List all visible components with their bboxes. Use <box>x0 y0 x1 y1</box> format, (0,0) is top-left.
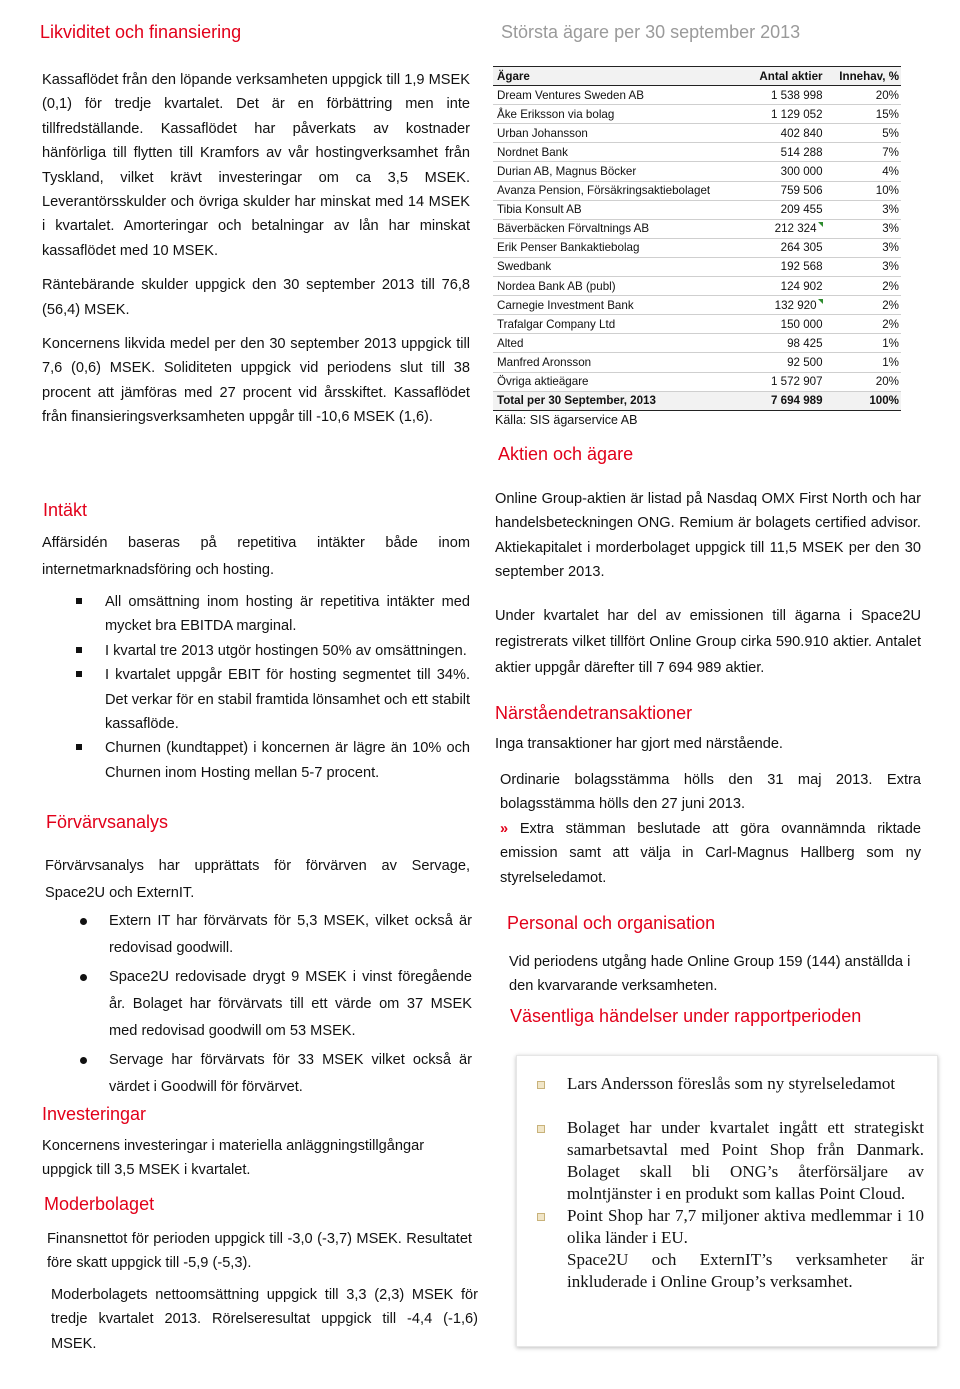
bullet-dot-icon <box>80 918 87 925</box>
table-row: Urban Johansson 402 840 5% <box>493 124 901 143</box>
aktien-paragraph-1: Online Group-aktien är listad på Nasdaq OMX First North och har handelsbeteckningen ONG. Remium är bolagets certified advisor. Aktiekapitalet i morderbolaget uppgick till 11,5 MSEK per den 30 september 2013. <box>495 491 921 581</box>
owners-table-wrapper <box>493 66 901 427</box>
table-row: Trafalgar Company Ltd 150 000 2% <box>493 315 901 334</box>
table-row: Tibia Konsult AB 209 455 3% <box>493 200 901 219</box>
aktien-heading: Aktien och ägare <box>498 444 634 464</box>
table-total-row: Total per 30 September, 2013 7 694 989 100% <box>493 391 901 410</box>
vasentliga-heading: Väsentliga händelser under rapportperioden <box>510 1006 862 1026</box>
table-row: Carnegie Investment Bank 132 920 2% <box>493 296 901 315</box>
bullet-square-icon <box>537 1081 545 1089</box>
bullet-dot-icon <box>80 974 87 981</box>
forvarv-section <box>45 853 470 907</box>
events-list-wrapper <box>516 1073 924 1293</box>
stamma-section <box>500 768 921 890</box>
narstaende-section <box>495 732 921 756</box>
intakt-intro: Affärsidén baseras på repetitiva intäkter både inom internetmarknadsföring och hosting. <box>42 535 470 578</box>
liquidity-paragraph-2: Räntebärande skulder uppgick den 30 september 2013 till 76,8 (56,4) MSEK. <box>42 277 470 318</box>
list-item: Extern IT har förvärvats för 5,3 MSEK, vilket också är redovisad goodwill. <box>45 908 472 962</box>
table-row: Nordea Bank AB (publ) 124 902 2% <box>493 277 901 296</box>
comment-flag-icon <box>818 222 823 227</box>
intakt-section <box>42 530 470 584</box>
moderbolaget-heading: Moderbolaget <box>44 1194 155 1214</box>
comment-flag-icon <box>818 299 823 304</box>
list-item: Churnen (kundtappet) i koncernen är lägre än 10% och Churnen inom Hosting mellan 5-7 procent. <box>42 736 470 785</box>
bullet-dot-icon <box>80 1057 87 1064</box>
intakt-bullet-list <box>42 590 470 785</box>
table-row: Bäverbäcken Förvaltnings AB 212 324 3% <box>493 219 901 238</box>
personal-text: Vid periodens utgång hade Online Group 159 (144) anställda i den kvarvarande verksamheten. <box>509 954 911 995</box>
moderbolaget-section <box>47 1227 472 1276</box>
bullet-square-icon <box>537 1125 545 1133</box>
bullet-square-icon <box>76 598 82 604</box>
liquidity-paragraph-3: Koncernens likvida medel per den 30 september 2013 uppgick till 7,6 (0,6) MSEK. Soliditeten uppgick vid periodens slut till 38 procent att jämföras med 27 procent vid årsskiftet. Kassaflödet från finansieringsverksamheten uppgår till -10,6 MSEK (1,6). <box>42 336 470 426</box>
list-item: Space2U redovisade drygt 9 MSEK i vinst föregående år. Bolaget har förvärvats till ett värde om 37 MSEK med redovisad goodwill om 53 MSEK. <box>45 964 472 1045</box>
intakt-heading: Intäkt <box>43 500 88 520</box>
page-title: Likviditet och finansiering <box>40 22 242 42</box>
bullet-square-icon <box>76 744 82 750</box>
stamma-paragraph-1: Ordinarie bolagsstämma hölls den 31 maj 2013. Extra bolagsstämma hölls den 27 juni 2013. <box>500 772 921 813</box>
aktien-section <box>495 487 921 681</box>
table-header-row <box>493 67 901 86</box>
table-row: Nordnet Bank 514 288 7% <box>493 143 901 162</box>
list-item: Bolaget har under kvartalet ingått ett strategiskt samarbetsavtal med Point Shop från Danmark. Bolaget skall bli ONG’s återförsäljare av molntjänster i en produkt som kallas Point Cloud. <box>516 1117 924 1205</box>
list-item: Servage har förvärvats för 33 MSEK vilket också är värdet i Goodwill för förvärvet. <box>45 1047 472 1101</box>
arrow-icon: » <box>500 820 509 837</box>
list-item: All omsättning inom hosting är repetitiva intäkter med mycket bra EBITDA marginal. <box>42 590 470 639</box>
moderbolaget-paragraph-1: Finansnettot för perioden uppgick till -3,0 (-3,7) MSEK. Resultatet före skatt uppgick till -5,9 (-5,3). <box>47 1231 472 1272</box>
table-row: Durian AB, Magnus Böcker 300 000 4% <box>493 162 901 181</box>
narstaende-heading: Närståendetransaktioner <box>495 703 693 723</box>
personal-section <box>509 950 938 999</box>
column-header-percent: Innehav, % <box>825 67 901 86</box>
events-bullet-list <box>516 1073 924 1249</box>
stamma-paragraph-2: » Extra stämman beslutade att göra ovannämnda riktade emission samt att välja in Carl-Magnus Hallberg som ny styrelseledamot. <box>500 820 921 886</box>
table-row: Dream Ventures Sweden AB 1 538 998 20% <box>493 86 901 105</box>
column-header-owner: Ägare <box>493 67 734 86</box>
table-row: Avanza Pension, Försäkringsaktiebolaget 759 506 10% <box>493 181 901 200</box>
forvarv-heading: Förvärvsanalys <box>46 812 169 832</box>
list-item: Lars Andersson föreslås som ny styrelseledamot <box>516 1073 924 1095</box>
bullet-square-icon <box>537 1213 545 1221</box>
investeringar-heading: Investeringar <box>42 1104 147 1124</box>
table-row: Erik Penser Bankaktiebolag 264 305 3% <box>493 238 901 257</box>
personal-heading: Personal och organisation <box>507 913 716 933</box>
aktien-paragraph-2: Under kvartalet har del av emissionen till ägarna i Space2U registrerats vilket tillfört Online Group cirka 590.910 aktier. Antalet aktier uppgår därefter till 7 694 989 aktier. <box>495 607 921 676</box>
bullet-square-icon <box>76 647 82 653</box>
forvarv-bullet-list <box>45 908 472 1101</box>
moderbolaget-paragraph-2: Moderbolagets nettoomsättning uppgick till 3,3 (2,3) MSEK för tredje kvartalet 2013. Rörelseresultat uppgick till -4,4 (-1,6) MSEK. <box>51 1287 478 1352</box>
investeringar-text: Koncernens investeringar i materiella anläggningstillgångar uppgick till 3,5 MSEK i kvartalet. <box>42 1138 425 1179</box>
events-tail: Space2U och ExternIT’s verksamheter är inkluderade i Online Group’s verksamhet. <box>567 1250 924 1291</box>
liquidity-section <box>42 68 470 430</box>
table-row: Swedbank 192 568 3% <box>493 257 901 276</box>
forvarv-intro: Förvärvsanalys har upprättats för förvärven av Servage, Space2U och ExternIT. <box>45 858 470 901</box>
list-item: I kvartalet uppgår EBIT för hosting segmentet till 34%. Det verkar för en stabil framtida lönsamhet och ett stabilt kassaflöde. <box>42 663 470 736</box>
owners-table <box>493 66 901 411</box>
list-item: I kvartal tre 2013 utgör hostingen 50% av omsättningen. <box>42 639 470 663</box>
column-header-shares: Antal aktier <box>734 67 825 86</box>
investeringar-section <box>42 1134 470 1183</box>
table-row: Alted 98 425 1% <box>493 334 901 353</box>
table-row: Åke Eriksson via bolag 1 129 052 15% <box>493 105 901 124</box>
moderbolaget-section-2 <box>51 1283 478 1356</box>
table-row: Övriga aktieägare 1 572 907 20% <box>493 372 901 391</box>
narstaende-text: Inga transaktioner har gjort med närstående. <box>495 736 783 752</box>
list-item: Point Shop har 7,7 miljoner aktiva medlemmar i 10 olika länder i EU. <box>516 1205 924 1249</box>
liquidity-paragraph-1: Kassaflödet från den löpande verksamheten uppgick till 1,9 MSEK (0,1) för tredje kvartalet. Det är en förbättring men inte tillfredställande. Kassaflödet har påverkats av kostnader hänförliga till flytten till Kramfors av vår hostingverksamhet från Tyskland, vilket krävt investeringar om ca 3,5 MSEK. Leverantörsskulder och övriga skulder har minskat med 14 MSEK i kvartalet. Amorteringar och betalningar av lån har minskat kassaflödet med 10 MSEK. <box>42 72 470 259</box>
table-source: Källa: SIS ägarservice AB <box>495 412 638 427</box>
bullet-square-icon <box>76 671 82 677</box>
table-row: Manfred Aronsson 92 500 1% <box>493 353 901 372</box>
owners-title: Största ägare per 30 september 2013 <box>501 22 801 42</box>
